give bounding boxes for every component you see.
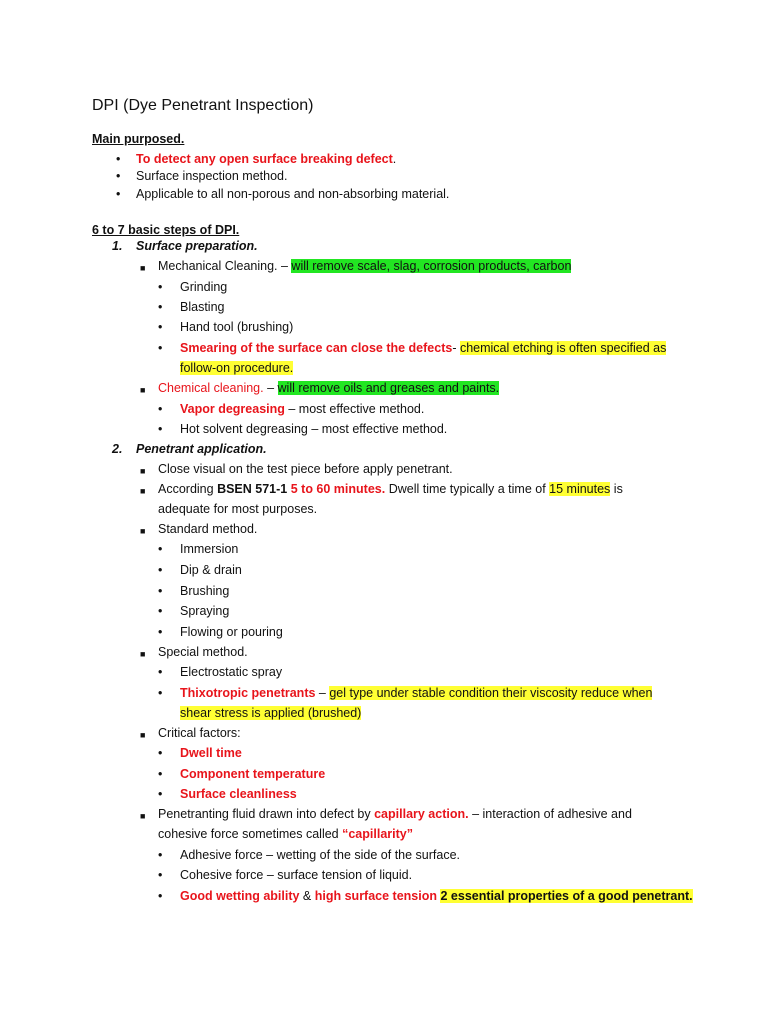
main-purpose-heading: Main purposed. <box>92 132 185 146</box>
bullet-icon: • <box>158 686 163 700</box>
list-item: Spraying <box>180 604 230 618</box>
step-title: Penetrant application. <box>136 442 267 456</box>
step-title: Surface preparation. <box>136 239 258 253</box>
list-item: Good wetting ability & high surface tension 2 essential properties of a good penetrant. <box>180 889 693 903</box>
bullet-icon: • <box>158 604 163 618</box>
list-item-continued: cohesive force sometimes called “capillarity” <box>158 827 413 841</box>
bullet-icon: • <box>158 563 163 577</box>
list-item: Hot solvent degreasing – most effective method. <box>180 422 448 436</box>
list-item: Blasting <box>180 300 225 314</box>
list-item: Electrostatic spray <box>180 665 283 679</box>
bullet-icon: • <box>158 746 163 760</box>
bullet-icon: • <box>158 542 163 556</box>
square-bullet-icon: ■ <box>140 730 146 740</box>
bullet-icon: • <box>158 767 163 781</box>
bullet-icon: • <box>116 169 121 183</box>
list-item: Component temperature <box>180 767 326 781</box>
square-bullet-icon: ■ <box>140 263 146 273</box>
list-item: Surface cleanliness <box>180 787 297 801</box>
square-bullet-icon: ■ <box>140 385 146 395</box>
list-item: According BSEN 571-1 5 to 60 minutes. Dwell time typically a time of 15 minutes is <box>158 482 623 496</box>
bullet-icon: • <box>158 848 163 862</box>
bullet-icon: • <box>158 665 163 679</box>
step-number: 2. <box>112 442 123 456</box>
list-item: Smearing of the surface can close the defects- chemical etching is often specified as <box>180 341 667 355</box>
bullet-icon: • <box>116 152 121 166</box>
list-item-continued: follow-on procedure. <box>180 361 294 375</box>
list-item: Chemical cleaning. – will remove oils and greases and paints. <box>158 381 500 395</box>
list-item-continued: shear stress is applied (brushed) <box>180 706 362 720</box>
bullet-icon: • <box>158 787 163 801</box>
bullet-icon: • <box>158 868 163 882</box>
list-item: Cohesive force – surface tension of liquid. <box>180 868 413 882</box>
steps-heading: 6 to 7 basic steps of DPI. <box>92 223 240 237</box>
bullet-icon: • <box>158 422 163 436</box>
bullet-icon: • <box>158 889 163 903</box>
bullet-icon: • <box>116 187 121 201</box>
step-number: 1. <box>112 239 123 253</box>
list-item: Dwell time <box>180 746 242 760</box>
bullet-icon: • <box>158 584 163 598</box>
square-bullet-icon: ■ <box>140 526 146 536</box>
list-item: To detect any open surface breaking defect. <box>136 152 397 166</box>
square-bullet-icon: ■ <box>140 486 146 496</box>
list-item: Standard method. <box>158 522 258 536</box>
list-item: Grinding <box>180 280 228 294</box>
list-item: Special method. <box>158 645 248 659</box>
square-bullet-icon: ■ <box>140 466 146 476</box>
list-item: Applicable to all non-porous and non-absorbing material. <box>136 187 450 201</box>
list-item: Critical factors: <box>158 726 241 740</box>
bullet-icon: • <box>158 625 163 639</box>
bullet-icon: • <box>158 402 163 416</box>
list-item: Adhesive force – wetting of the side of the surface. <box>180 848 461 862</box>
list-item: Flowing or pouring <box>180 625 283 639</box>
list-item-continued: adequate for most purposes. <box>158 502 318 516</box>
list-item: Hand tool (brushing) <box>180 320 294 334</box>
list-item: Thixotropic penetrants – gel type under stable condition their viscosity reduce when <box>180 686 653 700</box>
list-item: Dip & drain <box>180 563 242 577</box>
list-item: Close visual on the test piece before apply penetrant. <box>158 462 453 476</box>
list-item: Surface inspection method. <box>136 169 288 183</box>
list-item: Immersion <box>180 542 239 556</box>
bullet-icon: • <box>158 280 163 294</box>
list-item: Brushing <box>180 584 230 598</box>
document-title: DPI (Dye Penetrant Inspection) <box>92 97 314 114</box>
square-bullet-icon: ■ <box>140 649 146 659</box>
list-item: Penetranting fluid drawn into defect by capillary action. – interaction of adhesive and <box>158 807 632 821</box>
list-item: Vapor degreasing – most effective method. <box>180 402 425 416</box>
square-bullet-icon: ■ <box>140 811 146 821</box>
bullet-icon: • <box>158 341 163 355</box>
bullet-icon: • <box>158 320 163 334</box>
list-item: Mechanical Cleaning. – will remove scale, slag, corrosion products, carbon <box>158 259 572 273</box>
bullet-icon: • <box>158 300 163 314</box>
